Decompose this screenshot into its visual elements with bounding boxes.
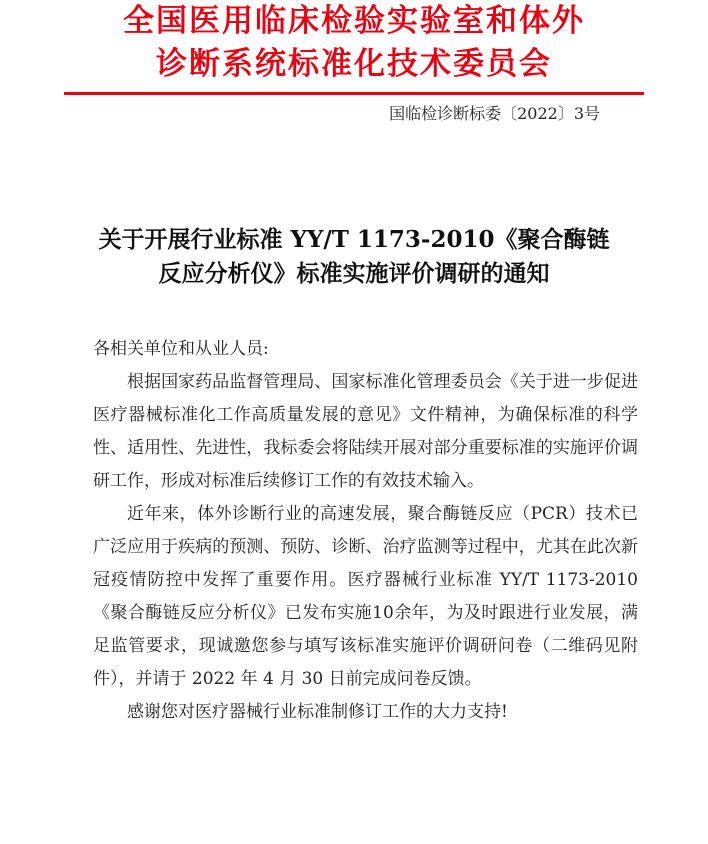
paragraph-2: 近年来，体外诊断行业的高速发展，聚合酶链反应（PCR）技术已广泛应用于疾病的预测、预防、诊断、治疗监测等过程中，尤其在此次新冠疫情防控中发挥了重要作用。医疗器械行业标准 YY/T 1173-2010《聚合酶链反应分析仪》已发布实施10余年，为及时跟进行业发展，满足监管要求，现诚邀您参与填写该标准实施评价调研问卷（二维码见附件），并请于 2022 年 4 月 30 日前完成问卷反馈。 [93, 504, 638, 689]
red-header-rule [64, 92, 644, 95]
org-name-line-2: 诊断系统标准化技术委员会 [156, 46, 552, 82]
paragraph-3: 感谢您对医疗器械行业标准制修订工作的大力支持! [127, 702, 508, 722]
org-name-line-1: 全国医用临床检验实验室和体外 [123, 3, 585, 39]
notice-title-line-2: 反应分析仪》标准实施评价调研的通知 [158, 260, 550, 287]
paragraph-1: 根据国家药品监督管理局、国家标准化管理委员会《关于进一步促进医疗器械标准化工作高质量发展的意见》文件精神，为确保标准的科学性、适用性、先进性，我标委会将陆续开展对部分重要标准的实施评价调研工作，形成对标准后续修订工作的有效技术输入。 [93, 372, 638, 491]
body-paragraphs [93, 366, 638, 729]
salutation: 各相关单位和从业人员: [93, 339, 269, 359]
document-number: 国临检诊断标委〔2022〕3号 [389, 104, 600, 123]
notice-title-line-1: 关于开展行业标准 YY/T 1173-2010《聚合酶链 [98, 226, 610, 253]
